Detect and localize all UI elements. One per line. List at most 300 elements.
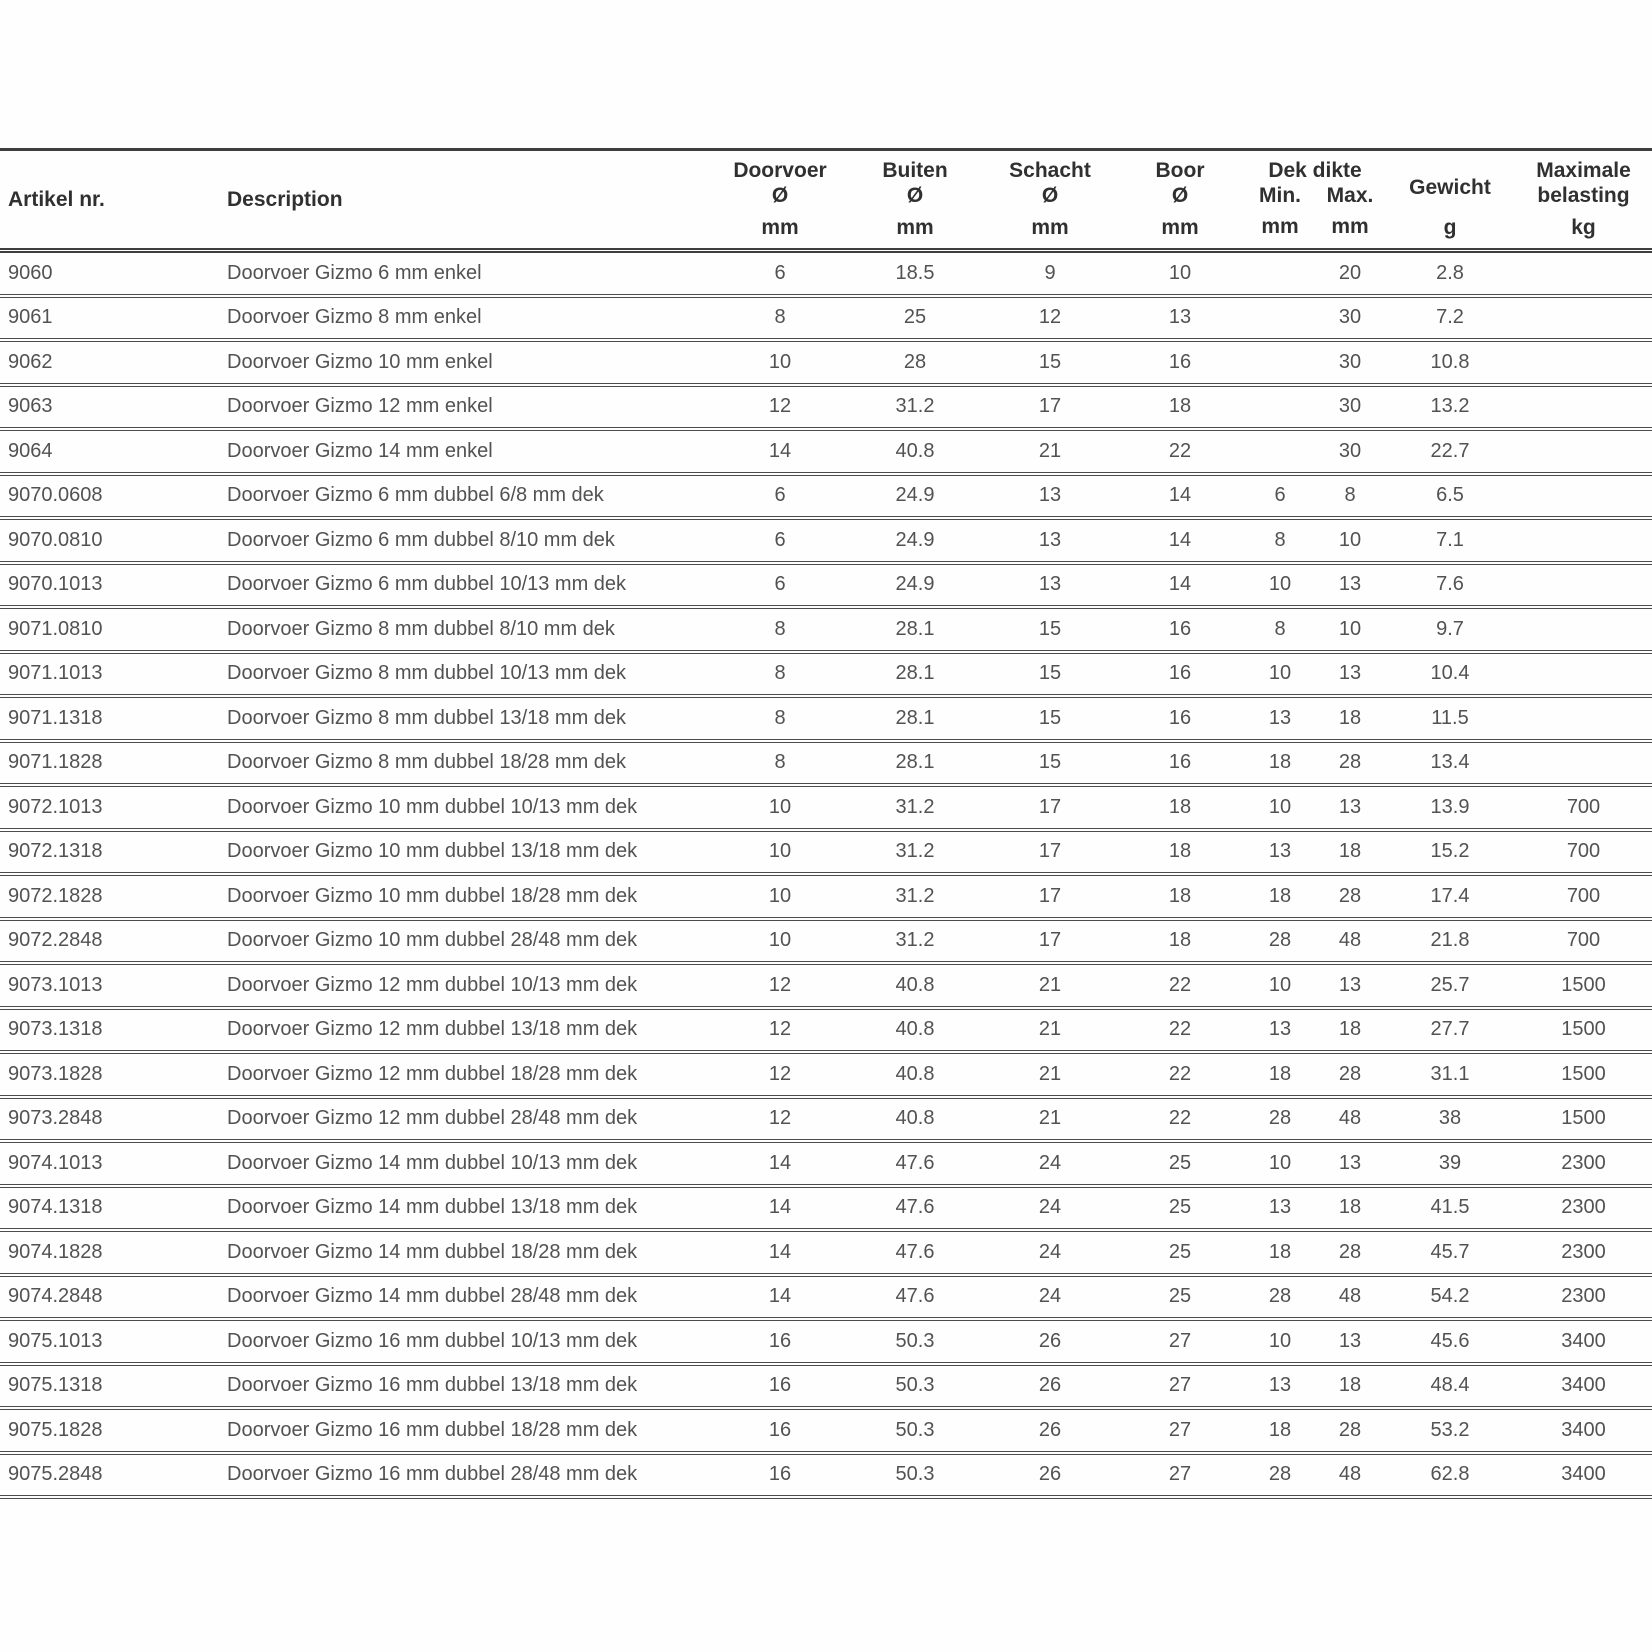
cell-schacht-mm: 21	[1038, 1107, 1062, 1130]
cell-gewicht-g: 13.9	[1430, 795, 1470, 818]
cell-description: Doorvoer Gizmo 8 mm dubbel 18/28 mm dek	[227, 751, 627, 774]
cell-buiten-mm: 50.3	[895, 1329, 935, 1352]
cell-gewicht-g: 45.7	[1430, 1240, 1470, 1263]
cell-gewicht-g: 10.4	[1430, 662, 1470, 685]
cell-belasting-kg: 3400	[1561, 1329, 1606, 1352]
cell-buiten-mm: 40.8	[895, 973, 935, 996]
cell-belasting-kg: 700	[1566, 929, 1601, 952]
cell-boor-mm: 25	[1168, 1196, 1192, 1219]
cell-dek-max-mm: 28	[1338, 1062, 1362, 1085]
cell-dek-max-mm: 13	[1338, 973, 1362, 996]
cell-dek-max-mm: 10	[1338, 617, 1362, 640]
header-dek-dikte-title	[1245, 158, 1385, 208]
cell-artikel-nr: 9074.1318	[8, 1196, 103, 1219]
cell-schacht-mm: 13	[1038, 573, 1062, 596]
cell-boor-mm: 22	[1168, 1107, 1192, 1130]
cell-gewicht-g: 62.8	[1430, 1463, 1470, 1486]
cell-boor-mm: 14	[1168, 484, 1192, 507]
cell-description: Doorvoer Gizmo 10 mm dubbel 18/28 mm dek	[227, 884, 638, 907]
cell-buiten-mm: 40.8	[895, 439, 935, 462]
cell-dek-min-mm: 18	[1268, 1418, 1292, 1441]
cell-buiten-mm: 25	[903, 306, 927, 329]
cell-doorvoer-mm: 10	[768, 840, 792, 863]
cell-buiten-mm: 50.3	[895, 1463, 935, 1486]
cell-gewicht-g: 21.8	[1430, 929, 1470, 952]
cell-schacht-mm: 26	[1038, 1463, 1062, 1486]
cell-doorvoer-mm: 14	[768, 1240, 792, 1263]
cell-dek-max-mm: 18	[1338, 1374, 1362, 1397]
cell-dek-min-mm: 13	[1268, 1018, 1292, 1041]
cell-gewicht-g: 7.1	[1436, 528, 1464, 551]
table-row	[0, 1188, 1652, 1233]
cell-buiten-mm: 31.2	[895, 840, 935, 863]
cell-dek-max-mm: 30	[1338, 350, 1362, 373]
cell-buiten-mm: 24.9	[895, 573, 935, 596]
cell-belasting-kg: 3400	[1561, 1418, 1606, 1441]
diameter-symbol: Ø	[1041, 184, 1059, 207]
cell-description: Doorvoer Gizmo 6 mm dubbel 6/8 mm dek	[227, 484, 604, 507]
cell-dek-max-mm: 13	[1338, 662, 1362, 685]
cell-artikel-nr: 9063	[8, 395, 53, 418]
cell-dek-min-mm: 28	[1268, 1107, 1292, 1130]
cell-artikel-nr: 9072.1318	[8, 840, 103, 863]
cell-schacht-mm: 24	[1038, 1151, 1062, 1174]
cell-buiten-mm: 28.1	[895, 751, 935, 774]
cell-doorvoer-mm: 12	[768, 395, 792, 418]
cell-artikel-nr: 9070.0608	[8, 484, 103, 507]
cell-doorvoer-mm: 12	[768, 1107, 792, 1130]
cell-dek-max-mm: 28	[1338, 1240, 1362, 1263]
cell-boor-mm: 14	[1168, 528, 1192, 551]
table-row	[0, 1366, 1652, 1411]
cell-belasting-kg: 3400	[1561, 1374, 1606, 1397]
cell-buiten-mm: 47.6	[895, 1285, 935, 1308]
cell-dek-min-mm: 28	[1268, 1463, 1292, 1486]
cell-buiten-mm: 40.8	[895, 1107, 935, 1130]
cell-boor-mm: 27	[1168, 1463, 1192, 1486]
table-row	[0, 921, 1652, 966]
cell-dek-max-mm: 30	[1338, 439, 1362, 462]
cell-gewicht-g: 31.1	[1430, 1062, 1470, 1085]
cell-gewicht-g: 15.2	[1430, 840, 1470, 863]
cell-buiten-mm: 31.2	[895, 395, 935, 418]
cell-boor-mm: 10	[1168, 261, 1192, 284]
table-row	[0, 387, 1652, 432]
table-row	[0, 1010, 1652, 1055]
cell-artikel-nr: 9073.2848	[8, 1107, 103, 1130]
cell-artikel-nr: 9070.1013	[8, 573, 103, 596]
cell-artikel-nr: 9070.0810	[8, 528, 103, 551]
cell-artikel-nr: 9074.2848	[8, 1285, 103, 1308]
cell-dek-max-mm: 28	[1338, 884, 1362, 907]
table-row	[0, 1410, 1652, 1455]
cell-buiten-mm: 31.2	[895, 795, 935, 818]
cell-dek-min-mm: 28	[1268, 929, 1292, 952]
cell-schacht-mm: 26	[1038, 1418, 1062, 1441]
cell-gewicht-g: 6.5	[1436, 484, 1464, 507]
cell-boor-mm: 14	[1168, 573, 1192, 596]
cell-boor-mm: 22	[1168, 1062, 1192, 1085]
cell-buiten-mm: 28	[903, 350, 927, 373]
table-row	[0, 1321, 1652, 1366]
cell-boor-mm: 16	[1168, 751, 1192, 774]
cell-description: Doorvoer Gizmo 12 mm dubbel 13/18 mm dek	[227, 1018, 638, 1041]
cell-dek-max-mm: 28	[1338, 751, 1362, 774]
cell-dek-max-mm: 8	[1344, 484, 1356, 507]
cell-belasting-kg: 1500	[1561, 1107, 1606, 1130]
header-dek-minmax	[1245, 183, 1385, 208]
header-dek-units	[1245, 214, 1385, 239]
header-dek-max-unit: mm	[1331, 215, 1369, 238]
cell-schacht-mm: 15	[1038, 350, 1062, 373]
table-row	[0, 253, 1652, 298]
cell-dek-max-mm: 13	[1338, 1329, 1362, 1352]
cell-description: Doorvoer Gizmo 16 mm dubbel 18/28 mm dek	[227, 1418, 638, 1441]
cell-buiten-mm: 18.5	[895, 261, 935, 284]
header-dek-min-label: Min.	[1259, 184, 1301, 207]
cell-artikel-nr: 9072.1828	[8, 884, 103, 907]
header-boor-title	[1156, 158, 1205, 208]
cell-description: Doorvoer Gizmo 10 mm dubbel 13/18 mm dek	[227, 840, 638, 863]
cell-dek-min-mm: 18	[1268, 751, 1292, 774]
cell-doorvoer-mm: 10	[768, 884, 792, 907]
cell-artikel-nr: 9075.1013	[8, 1329, 103, 1352]
cell-description: Doorvoer Gizmo 8 mm dubbel 13/18 mm dek	[227, 706, 627, 729]
cell-buiten-mm: 31.2	[895, 884, 935, 907]
cell-schacht-mm: 24	[1038, 1240, 1062, 1263]
header-buiten-name: Buiten	[882, 159, 948, 182]
cell-dek-min-mm: 13	[1268, 1374, 1292, 1397]
cell-artikel-nr: 9061	[8, 306, 53, 329]
cell-schacht-mm: 17	[1038, 884, 1062, 907]
cell-artikel-nr: 9071.0810	[8, 617, 103, 640]
header-maximale-name-line1: Maximale	[1536, 159, 1631, 182]
cell-doorvoer-mm: 10	[768, 795, 792, 818]
cell-doorvoer-mm: 14	[768, 439, 792, 462]
cell-description: Doorvoer Gizmo 12 mm dubbel 18/28 mm dek	[227, 1062, 638, 1085]
cell-gewicht-g: 27.7	[1430, 1018, 1470, 1041]
cell-schacht-mm: 17	[1038, 929, 1062, 952]
cell-schacht-mm: 21	[1038, 973, 1062, 996]
header-doorvoer-title	[733, 158, 826, 208]
header-gewicht	[1385, 151, 1515, 248]
header-buiten-unit: mm	[896, 216, 934, 239]
cell-artikel-nr: 9064	[8, 439, 53, 462]
cell-gewicht-g: 54.2	[1430, 1285, 1470, 1308]
diameter-symbol: Ø	[1171, 184, 1189, 207]
cell-gewicht-g: 38	[1438, 1107, 1462, 1130]
cell-buiten-mm: 28.1	[895, 662, 935, 685]
cell-boor-mm: 22	[1168, 973, 1192, 996]
cell-boor-mm: 18	[1168, 795, 1192, 818]
cell-artikel-nr: 9071.1318	[8, 706, 103, 729]
cell-belasting-kg: 2300	[1561, 1240, 1606, 1263]
cell-description: Doorvoer Gizmo 6 mm enkel	[227, 261, 482, 284]
table-row	[0, 1143, 1652, 1188]
table-row	[0, 342, 1652, 387]
cell-gewicht-g: 13.4	[1430, 751, 1470, 774]
table-row	[0, 876, 1652, 921]
cell-belasting-kg: 1500	[1561, 1062, 1606, 1085]
cell-gewicht-g: 39	[1438, 1151, 1462, 1174]
cell-buiten-mm: 31.2	[895, 929, 935, 952]
cell-doorvoer-mm: 12	[768, 1062, 792, 1085]
cell-dek-min-mm: 6	[1274, 484, 1286, 507]
cell-boor-mm: 18	[1168, 884, 1192, 907]
cell-belasting-kg: 1500	[1561, 973, 1606, 996]
cell-schacht-mm: 17	[1038, 840, 1062, 863]
header-artikel-nr	[0, 151, 215, 248]
product-spec-table	[0, 148, 1652, 1499]
cell-artikel-nr: 9060	[8, 261, 53, 284]
table-row	[0, 298, 1652, 343]
header-doorvoer-unit: mm	[761, 216, 799, 239]
cell-description: Doorvoer Gizmo 16 mm dubbel 10/13 mm dek	[227, 1329, 638, 1352]
cell-doorvoer-mm: 8	[774, 306, 786, 329]
cell-artikel-nr: 9072.1013	[8, 795, 103, 818]
header-dek-dikte	[1245, 151, 1385, 248]
cell-boor-mm: 18	[1168, 929, 1192, 952]
cell-doorvoer-mm: 16	[768, 1329, 792, 1352]
cell-boor-mm: 25	[1168, 1285, 1192, 1308]
cell-boor-mm: 22	[1168, 1018, 1192, 1041]
cell-description: Doorvoer Gizmo 14 mm dubbel 28/48 mm dek	[227, 1285, 638, 1308]
cell-gewicht-g: 10.8	[1430, 350, 1470, 373]
cell-dek-max-mm: 18	[1338, 1018, 1362, 1041]
cell-buiten-mm: 28.1	[895, 706, 935, 729]
header-maximale-title	[1536, 158, 1631, 208]
cell-description: Doorvoer Gizmo 10 mm dubbel 10/13 mm dek	[227, 795, 638, 818]
cell-doorvoer-mm: 14	[768, 1151, 792, 1174]
cell-boor-mm: 25	[1168, 1151, 1192, 1174]
cell-buiten-mm: 24.9	[895, 528, 935, 551]
cell-schacht-mm: 15	[1038, 751, 1062, 774]
header-maximale-unit: kg	[1571, 216, 1596, 239]
cell-dek-max-mm: 18	[1338, 840, 1362, 863]
cell-gewicht-g: 17.4	[1430, 884, 1470, 907]
header-buiten-title	[882, 158, 947, 208]
table-row	[0, 787, 1652, 832]
cell-belasting-kg: 3400	[1561, 1463, 1606, 1486]
cell-buiten-mm: 40.8	[895, 1062, 935, 1085]
header-dek-max-label: Max.	[1326, 184, 1374, 207]
cell-doorvoer-mm: 6	[774, 573, 786, 596]
cell-schacht-mm: 15	[1038, 706, 1062, 729]
cell-gewicht-g: 41.5	[1430, 1196, 1470, 1219]
cell-schacht-mm: 21	[1038, 439, 1062, 462]
cell-buiten-mm: 40.8	[895, 1018, 935, 1041]
table-header-row	[0, 148, 1652, 253]
cell-schacht-mm: 21	[1038, 1018, 1062, 1041]
cell-dek-min-mm: 10	[1268, 795, 1292, 818]
cell-dek-min-mm: 10	[1268, 662, 1292, 685]
header-boor-unit: mm	[1161, 216, 1199, 239]
cell-dek-min-mm: 18	[1268, 884, 1292, 907]
table-row	[0, 1277, 1652, 1322]
header-gewicht-name: Gewicht	[1409, 176, 1491, 199]
cell-dek-max-mm: 18	[1338, 1196, 1362, 1219]
cell-boor-mm: 22	[1168, 439, 1192, 462]
cell-description: Doorvoer Gizmo 12 mm enkel	[227, 395, 493, 418]
cell-gewicht-g: 7.2	[1436, 306, 1464, 329]
cell-artikel-nr: 9073.1318	[8, 1018, 103, 1041]
header-description	[215, 151, 715, 248]
cell-description: Doorvoer Gizmo 16 mm dubbel 13/18 mm dek	[227, 1374, 638, 1397]
cell-dek-min-mm: 10	[1268, 1329, 1292, 1352]
cell-schacht-mm: 9	[1044, 261, 1056, 284]
cell-description: Doorvoer Gizmo 10 mm enkel	[227, 350, 493, 373]
cell-doorvoer-mm: 16	[768, 1418, 792, 1441]
cell-schacht-mm: 17	[1038, 795, 1062, 818]
cell-boor-mm: 25	[1168, 1240, 1192, 1263]
cell-dek-max-mm: 20	[1338, 261, 1362, 284]
cell-gewicht-g: 7.6	[1436, 573, 1464, 596]
cell-artikel-nr: 9073.1828	[8, 1062, 103, 1085]
header-maximale-name-line2: belasting	[1537, 184, 1630, 207]
cell-artikel-nr: 9071.1013	[8, 662, 103, 685]
cell-doorvoer-mm: 8	[774, 617, 786, 640]
cell-belasting-kg: 700	[1566, 840, 1601, 863]
cell-description: Doorvoer Gizmo 14 mm dubbel 18/28 mm dek	[227, 1240, 638, 1263]
cell-doorvoer-mm: 12	[768, 1018, 792, 1041]
cell-dek-max-mm: 48	[1338, 1107, 1362, 1130]
cell-dek-max-mm: 13	[1338, 573, 1362, 596]
header-boor	[1115, 151, 1245, 248]
cell-boor-mm: 16	[1168, 617, 1192, 640]
cell-dek-min-mm: 10	[1268, 1151, 1292, 1174]
cell-schacht-mm: 12	[1038, 306, 1062, 329]
cell-dek-min-mm: 18	[1268, 1240, 1292, 1263]
cell-belasting-kg: 2300	[1561, 1285, 1606, 1308]
cell-doorvoer-mm: 16	[768, 1463, 792, 1486]
cell-schacht-mm: 21	[1038, 1062, 1062, 1085]
cell-dek-max-mm: 18	[1338, 706, 1362, 729]
diameter-symbol: Ø	[771, 184, 789, 207]
table-row	[0, 1232, 1652, 1277]
cell-schacht-mm: 17	[1038, 395, 1062, 418]
cell-gewicht-g: 13.2	[1430, 395, 1470, 418]
cell-doorvoer-mm: 8	[774, 662, 786, 685]
cell-boor-mm: 16	[1168, 662, 1192, 685]
cell-dek-min-mm: 13	[1268, 840, 1292, 863]
header-schacht-unit: mm	[1031, 216, 1069, 239]
header-schacht-title	[1009, 158, 1091, 208]
cell-doorvoer-mm: 10	[768, 350, 792, 373]
cell-dek-max-mm: 48	[1338, 929, 1362, 952]
cell-belasting-kg: 700	[1566, 795, 1601, 818]
cell-doorvoer-mm: 14	[768, 1285, 792, 1308]
cell-dek-min-mm: 8	[1274, 528, 1286, 551]
table-row	[0, 1054, 1652, 1099]
cell-boor-mm: 16	[1168, 706, 1192, 729]
cell-description: Doorvoer Gizmo 8 mm enkel	[227, 306, 482, 329]
cell-dek-max-mm: 48	[1338, 1463, 1362, 1486]
cell-description: Doorvoer Gizmo 16 mm dubbel 28/48 mm dek	[227, 1463, 638, 1486]
cell-gewicht-g: 2.8	[1436, 261, 1464, 284]
cell-buiten-mm: 47.6	[895, 1196, 935, 1219]
header-maximale-belasting	[1515, 151, 1652, 248]
cell-dek-min-mm: 13	[1268, 706, 1292, 729]
cell-doorvoer-mm: 14	[768, 1196, 792, 1219]
cell-description: Doorvoer Gizmo 14 mm dubbel 10/13 mm dek	[227, 1151, 638, 1174]
table-row	[0, 832, 1652, 877]
cell-buiten-mm: 50.3	[895, 1418, 935, 1441]
cell-schacht-mm: 24	[1038, 1285, 1062, 1308]
cell-dek-min-mm: 13	[1268, 1196, 1292, 1219]
cell-description: Doorvoer Gizmo 14 mm dubbel 13/18 mm dek	[227, 1196, 638, 1219]
cell-schacht-mm: 13	[1038, 528, 1062, 551]
header-doorvoer	[715, 151, 845, 248]
table-row	[0, 609, 1652, 654]
cell-artikel-nr: 9075.1828	[8, 1418, 103, 1441]
cell-doorvoer-mm: 8	[774, 706, 786, 729]
cell-dek-min-mm: 18	[1268, 1062, 1292, 1085]
cell-gewicht-g: 22.7	[1430, 439, 1470, 462]
cell-dek-max-mm: 13	[1338, 1151, 1362, 1174]
cell-schacht-mm: 15	[1038, 617, 1062, 640]
header-schacht-name: Schacht	[1009, 159, 1091, 182]
cell-artikel-nr: 9073.1013	[8, 973, 103, 996]
cell-schacht-mm: 13	[1038, 484, 1062, 507]
cell-gewicht-g: 48.4	[1430, 1374, 1470, 1397]
header-doorvoer-name: Doorvoer	[733, 159, 827, 182]
cell-boor-mm: 27	[1168, 1374, 1192, 1397]
header-gewicht-unit: g	[1443, 216, 1457, 239]
cell-schacht-mm: 26	[1038, 1374, 1062, 1397]
cell-doorvoer-mm: 6	[774, 261, 786, 284]
cell-description: Doorvoer Gizmo 14 mm enkel	[227, 439, 493, 462]
table-row	[0, 654, 1652, 699]
table-row	[0, 431, 1652, 476]
cell-gewicht-g: 25.7	[1430, 973, 1470, 996]
table-row	[0, 476, 1652, 521]
header-buiten	[845, 151, 985, 248]
cell-artikel-nr: 9072.2848	[8, 929, 103, 952]
cell-belasting-kg: 1500	[1561, 1018, 1606, 1041]
cell-description: Doorvoer Gizmo 8 mm dubbel 10/13 mm dek	[227, 662, 627, 685]
cell-artikel-nr: 9062	[8, 350, 53, 373]
header-dek-dikte-name: Dek dikte	[1268, 159, 1362, 182]
cell-gewicht-g: 45.6	[1430, 1329, 1470, 1352]
cell-doorvoer-mm: 10	[768, 929, 792, 952]
cell-dek-min-mm: 8	[1274, 617, 1286, 640]
cell-doorvoer-mm: 12	[768, 973, 792, 996]
table-body	[0, 253, 1652, 1499]
cell-schacht-mm: 26	[1038, 1329, 1062, 1352]
cell-dek-max-mm: 10	[1338, 528, 1362, 551]
cell-dek-max-mm: 48	[1338, 1285, 1362, 1308]
cell-artikel-nr: 9075.1318	[8, 1374, 103, 1397]
cell-dek-min-mm: 28	[1268, 1285, 1292, 1308]
header-dek-min-unit: mm	[1261, 215, 1299, 238]
cell-buiten-mm: 28.1	[895, 617, 935, 640]
cell-artikel-nr: 9075.2848	[8, 1463, 103, 1486]
table-row	[0, 965, 1652, 1010]
cell-description: Doorvoer Gizmo 8 mm dubbel 8/10 mm dek	[227, 617, 615, 640]
cell-buiten-mm: 47.6	[895, 1240, 935, 1263]
cell-doorvoer-mm: 16	[768, 1374, 792, 1397]
table-row	[0, 565, 1652, 610]
cell-gewicht-g: 53.2	[1430, 1418, 1470, 1441]
cell-belasting-kg: 2300	[1561, 1151, 1606, 1174]
cell-description: Doorvoer Gizmo 6 mm dubbel 8/10 mm dek	[227, 528, 615, 551]
table-row	[0, 1455, 1652, 1500]
table-row	[0, 743, 1652, 788]
cell-artikel-nr: 9074.1828	[8, 1240, 103, 1263]
cell-boor-mm: 27	[1168, 1418, 1192, 1441]
cell-dek-max-mm: 30	[1338, 306, 1362, 329]
cell-boor-mm: 13	[1168, 306, 1192, 329]
